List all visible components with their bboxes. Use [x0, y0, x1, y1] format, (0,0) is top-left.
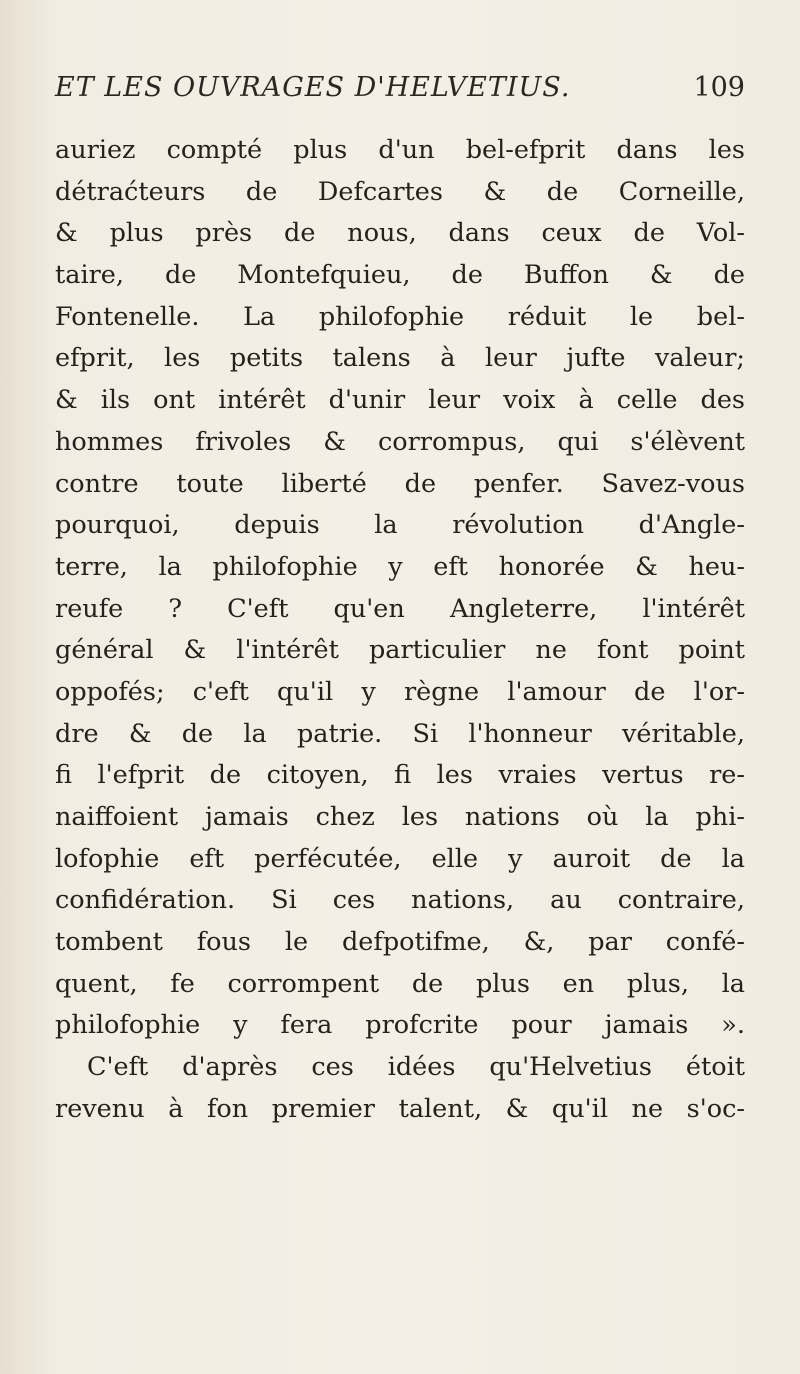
- text-line: détraćteurs de Defcartes & de Corneille,: [55, 176, 745, 207]
- text-line: fi l'efprit de citoyen, fi les vraies vertus re-: [55, 760, 745, 791]
- text-line: Fontenelle. La philofophie réduit le bel-: [55, 301, 745, 332]
- body-text: [55, 130, 745, 1131]
- text-line: philofophie y fera profcrite pour jamais ».: [55, 1010, 745, 1041]
- paragraph-first-line: C'eft d'après ces idées qu'Helvetius étoit: [87, 1052, 745, 1083]
- text-line: confidération. Si ces nations, au contraire,: [55, 885, 745, 916]
- text-line: auriez compté plus d'un bel-efprit dans les: [55, 135, 745, 165]
- text-line: & ils ont intérêt d'unir leur voix à celle des: [55, 385, 745, 416]
- text-line: contre toute liberté de penfer. Savez-vous: [55, 468, 745, 499]
- page-number: 109: [693, 72, 745, 103]
- text-line: oppofés; c'eft qu'il y règne l'amour de l'or-: [55, 676, 745, 707]
- page-header: [55, 72, 745, 112]
- text-line: terre, la philofophie y eft honorée & heu-: [55, 551, 745, 582]
- text-line: revenu à fon premier talent, & qu'il ne s'oc-: [55, 1093, 745, 1124]
- text-line: général & l'intérêt particulier ne font point: [55, 635, 745, 666]
- text-line: hommes frivoles & corrompus, qui s'élèvent: [55, 426, 745, 457]
- text-line: tombent fous le defpotifme, &, par confé-: [55, 927, 745, 958]
- text-line: reufe ? C'eft qu'en Angleterre, l'intérêt: [55, 593, 745, 624]
- text-line: lofophie eft perfécutée, elle y auroit de la: [55, 843, 745, 874]
- text-line: efprit, les petits talens à leur jufte valeur;: [55, 343, 745, 374]
- text-line: taire, de Montefquieu, de Buffon & de: [55, 260, 745, 291]
- text-line: naiffoient jamais chez les nations où la phi-: [55, 802, 745, 832]
- running-title: ET LES OUVRAGES D'HELVETIUS.: [55, 72, 571, 103]
- text-line: pourquoi, depuis la révolution d'Angle-: [55, 510, 745, 541]
- text-line: quent, fe corrompent de plus en plus, la: [55, 968, 745, 999]
- text-line: dre & de la patrie. Si l'honneur véritable,: [55, 718, 745, 749]
- text-line: & plus près de nous, dans ceux de Vol-: [55, 218, 745, 249]
